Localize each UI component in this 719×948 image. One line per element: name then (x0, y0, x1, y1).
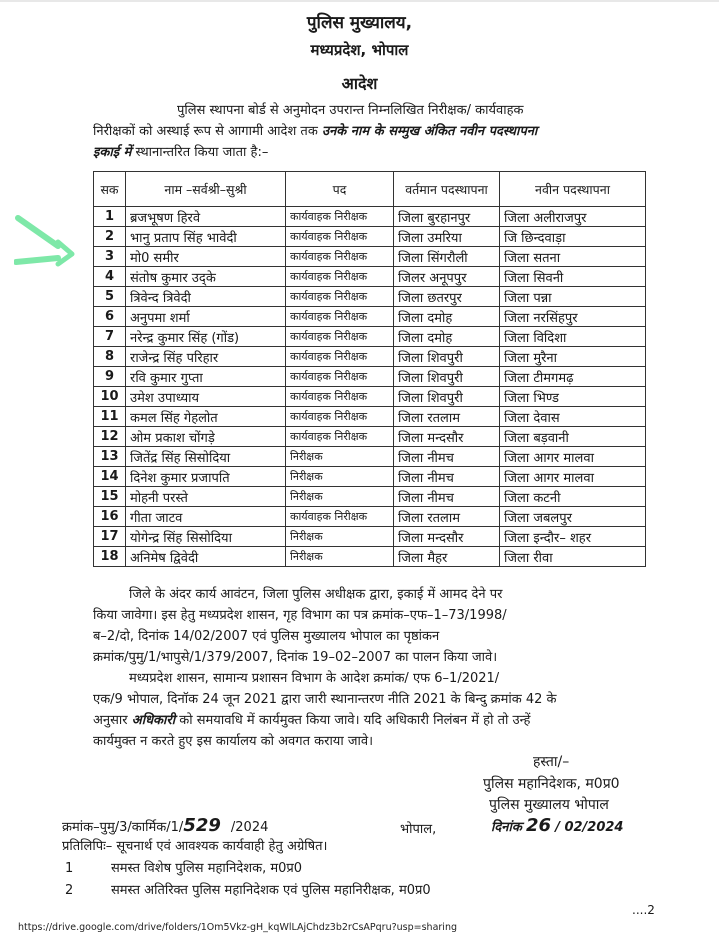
table-row (94, 307, 646, 327)
next-page-marker: ....2 (632, 903, 655, 917)
cell-new-posting: जिला जबलपुर (500, 507, 646, 527)
cell-new-posting: जिला कटनी (500, 487, 646, 507)
signature-office: पुलिस मुख्यालय भोपाल (489, 797, 609, 813)
cell-name: योगेन्द्र सिंह सिसोदिया (126, 527, 286, 547)
cell-serial: 4 (94, 267, 126, 287)
ref-date-label: दिनांक (491, 820, 522, 835)
cell-name: दिनेश कुमार प्रजापति (126, 467, 286, 487)
col-header-name: नाम –सर्वश्री–सुश्री (126, 172, 286, 207)
cell-serial: 3 (94, 247, 126, 267)
cell-serial: 13 (94, 447, 126, 467)
cell-name: गीता जाटव (126, 507, 286, 527)
cell-current-posting: जिला मन्दसौर (394, 527, 500, 547)
cell-serial: 17 (94, 527, 126, 547)
cell-new-posting: जिला इन्दौर– शहर (500, 527, 646, 547)
cell-new-posting: जिला विदिशा (500, 327, 646, 347)
cell-new-posting: जिला पन्ना (500, 287, 646, 307)
cell-current-posting: जिला छतरपुर (394, 287, 500, 307)
cell-name: रवि कुमार गुप्ता (126, 367, 286, 387)
cell-new-posting: जिला अलीराजपुर (500, 207, 646, 227)
col-header-post: पद (286, 172, 394, 207)
cell-serial: 11 (94, 407, 126, 427)
cell-current-posting: जिला शिवपुरी (394, 387, 500, 407)
body-text: अनुसार (93, 713, 132, 728)
cell-serial: 15 (94, 487, 126, 507)
table-row (94, 447, 646, 467)
cell-current-posting: जिला रतलाम (394, 507, 500, 527)
cell-new-posting: जिला सतना (500, 247, 646, 267)
cell-name: मो0 समीर (126, 247, 286, 267)
cell-current-posting: जिला बुरहानपुर (394, 207, 500, 227)
table-row (94, 527, 646, 547)
cell-serial: 5 (94, 287, 126, 307)
copy-num-2: 2 (65, 883, 74, 898)
table-row (94, 507, 646, 527)
cell-post: कार्यवाहक निरीक्षक (286, 247, 394, 267)
table-header-row (94, 172, 646, 207)
copy-label: प्रतिलिपिः– सूचनार्थ एवं आवश्यक कार्यवाही हेतु अग्रेषित। (62, 839, 328, 854)
body-p2-line-1: मध्यप्रदेश शासन, सामान्य प्रशासन विभाग के आदेश क्रमांक/ एफ 6–1/2021/ (129, 671, 500, 686)
cell-name: त्रिवेन्द त्रिवेदी (126, 287, 286, 307)
intro-emphasis-2: इकाई में (93, 145, 132, 160)
body-p1-line-2: किया जावेगा। इस हेतु मध्यप्रदेश शासन, गृह विभाग का पत्र क्रमांक–एफ–1–73/1998/ (93, 608, 507, 623)
cell-name: ब्रजभूषण हिरवे (126, 207, 286, 227)
cell-serial: 7 (94, 327, 126, 347)
cell-serial: 8 (94, 347, 126, 367)
cell-serial: 18 (94, 547, 126, 567)
cell-post: कार्यवाहक निरीक्षक (286, 267, 394, 287)
cell-current-posting: जिला नीमच (394, 447, 500, 467)
body-emphasis: अधिकारी (131, 713, 176, 728)
cell-new-posting: जिला सिवनी (500, 267, 646, 287)
cell-name: मोहनी परस्ते (126, 487, 286, 507)
table-row (94, 367, 646, 387)
cell-current-posting: जिला शिवपुरी (394, 367, 500, 387)
intro-line-2 (93, 121, 537, 142)
cell-current-posting: जिला उमरिया (394, 227, 500, 247)
cell-post: कार्यवाहक निरीक्षक (286, 387, 394, 407)
ref-number-handwritten: 529 (183, 815, 221, 836)
cell-post: निरीक्षक (286, 547, 394, 567)
cell-new-posting: जिला नरसिंहपुर (500, 307, 646, 327)
ref-place: भोपाल, (400, 822, 437, 837)
header-line-2: मध्यप्रदेश, भोपाल (310, 41, 409, 59)
cell-name: अनुपमा शर्मा (126, 307, 286, 327)
cell-name: संतोष कुमार उद्के (126, 267, 286, 287)
cell-post: कार्यवाहक निरीक्षक (286, 367, 394, 387)
intro-emphasis: उनके नाम के सम्मुख अंकित नवीन पदस्थापना (321, 124, 538, 139)
cell-post: कार्यवाहक निरीक्षक (286, 427, 394, 447)
intro-line-3 (93, 142, 268, 163)
header-line-1: पुलिस मुख्यालय, (306, 13, 413, 33)
body-p2-line-4: कार्यमुक्त न करते हुए इस कार्यालय को अवगत कराया जावे। (93, 734, 374, 749)
table-row (94, 467, 646, 487)
table-row (94, 287, 646, 307)
cell-post: निरीक्षक (286, 527, 394, 547)
ref-date (491, 815, 623, 838)
body-p1-line-3: ब–2/दो, दिनांक 14/02/2007 एवं पुलिस मुख्यालय भोपाल का पृष्ठांकन (93, 629, 440, 644)
ref-prefix: क्रमांक–पुमु/3/कार्मिक/1/ (62, 820, 184, 835)
cell-new-posting: जिला भिण्ड (500, 387, 646, 407)
cell-post: कार्यवाहक निरीक्षक (286, 407, 394, 427)
table-row (94, 327, 646, 347)
cell-current-posting: जिला सिंगरौली (394, 247, 500, 267)
cell-post: निरीक्षक (286, 487, 394, 507)
cell-new-posting: जिला बड़वानी (500, 427, 646, 447)
reference-number (62, 815, 268, 838)
cell-post: निरीक्षक (286, 447, 394, 467)
col-header-new: नवीन पदस्थापना (500, 172, 646, 207)
drive-link[interactable]: https://drive.google.com/drive/folders/1Om5Vkz-gH_kqWlLAjChdz3b2rCsAPqru?usp=sharing (18, 922, 457, 933)
cell-current-posting: जिला नीमच (394, 467, 500, 487)
table-row (94, 487, 646, 507)
cell-post: कार्यवाहक निरीक्षक (286, 347, 394, 367)
cell-serial: 2 (94, 227, 126, 247)
ref-date-handwritten: 26 (525, 815, 552, 836)
copy-text-2: समस्त अतिरिक्त पुलिस महानिदेशक एवं पुलिस महानिरीक्षक, म0प्र0 (111, 883, 431, 898)
cell-name: अनिमेष द्विवेदी (126, 547, 286, 567)
cell-current-posting: जिला नीमच (394, 487, 500, 507)
cell-post: कार्यवाहक निरीक्षक (286, 287, 394, 307)
table-row (94, 407, 646, 427)
table-row (94, 387, 646, 407)
body-p2-line-3 (93, 710, 530, 731)
cell-name: राजेन्द्र सिंह परिहार (126, 347, 286, 367)
cell-new-posting: जिला देवास (500, 407, 646, 427)
cell-serial: 14 (94, 467, 126, 487)
cell-serial: 1 (94, 207, 126, 227)
cell-post: कार्यवाहक निरीक्षक (286, 207, 394, 227)
cell-serial: 10 (94, 387, 126, 407)
cell-serial: 9 (94, 367, 126, 387)
intro-text: निरीक्षकों को अस्थाई रूप से आगामी आदेश तक (93, 124, 322, 139)
cell-name: कमल सिंह गेहलोत (126, 407, 286, 427)
table-row (94, 247, 646, 267)
table-row (94, 227, 646, 247)
top-edge (0, 0, 719, 2)
cell-current-posting: जिला दमोह (394, 327, 500, 347)
green-arrow-icon (14, 212, 76, 270)
col-header-sn: सक (94, 172, 126, 207)
ref-year: /2024 (230, 820, 269, 835)
cell-post: कार्यवाहक निरीक्षक (286, 307, 394, 327)
body-p2-line-2: एक/9 भोपाल, दिनॉक 24 जून 2021 द्वारा जारी स्थानान्तरण नीति 2021 के बिन्दु क्रमांक 42 के (93, 692, 557, 707)
cell-name: नरेन्द्र कुमार सिंह (गोंड) (126, 327, 286, 347)
intro-text-2: स्थानान्तरित किया जाता है:– (131, 145, 269, 160)
cell-serial: 12 (94, 427, 126, 447)
body-p1-line-4: क्रमांक/पुमु/1/भापुसे/1/379/2007, दिनांक 19–02–2007 का पालन किया जावे। (93, 650, 498, 665)
cell-post: कार्यवाहक निरीक्षक (286, 327, 394, 347)
cell-name: उमेश उपाध्याय (126, 387, 286, 407)
cell-post: कार्यवाहक निरीक्षक (286, 507, 394, 527)
cell-current-posting: जिलर अनूपपुर (394, 267, 500, 287)
cell-new-posting: जिला रीवा (500, 547, 646, 567)
cell-current-posting: जिला रतलाम (394, 407, 500, 427)
copy-num-1: 1 (65, 861, 74, 876)
signature-mark: हस्ता/– (533, 754, 570, 770)
table-row (94, 347, 646, 367)
cell-new-posting: जि छिन्दवाड़ा (500, 227, 646, 247)
body-text-2: को समयावधि में कार्यमुक्त किया जावे। यदि अधिकारी निलंबन में हो तो उन्हें (175, 713, 531, 728)
cell-serial: 16 (94, 507, 126, 527)
intro-line-1: पुलिस स्थापना बोर्ड से अनुमोदन उपरान्त निम्नलिखित निरीक्षक/ कार्यवाहक (177, 103, 524, 118)
ref-date-rest: / 02/2024 (555, 820, 624, 835)
copy-text-1: समस्त विशेष पुलिस महानिदेशक, म0प्र0 (111, 861, 303, 876)
cell-post: कार्यवाहक निरीक्षक (286, 227, 394, 247)
cell-current-posting: जिला दमोह (394, 307, 500, 327)
cell-current-posting: जिला मन्दसौर (394, 427, 500, 447)
cell-current-posting: जिला शिवपुरी (394, 347, 500, 367)
cell-name: ओम प्रकाश चोंगड़े (126, 427, 286, 447)
table-row (94, 207, 646, 227)
cell-serial: 6 (94, 307, 126, 327)
cell-new-posting: जिला टीमगमढ़ (500, 367, 646, 387)
table-body (94, 207, 646, 567)
table-row (94, 267, 646, 287)
cell-new-posting: जिला मुरैना (500, 347, 646, 367)
cell-new-posting: जिला आगर मालवा (500, 447, 646, 467)
body-p1-line-1: जिले के अंदर कार्य आवंटन, जिला पुलिस अधीक्षक द्वारा, इकाई में आमद देने पर (129, 587, 503, 602)
cell-current-posting: जिला मैहर (394, 547, 500, 567)
cell-name: जितेंद्र सिंह सिसोदिया (126, 447, 286, 467)
transfer-table (93, 171, 646, 567)
cell-new-posting: जिला आगर मालवा (500, 467, 646, 487)
signature-designation: पुलिस महानिदेशक, म0प्र0 (483, 776, 620, 792)
cell-name: भानु प्रताप सिंह भावेदी (126, 227, 286, 247)
table-row (94, 427, 646, 447)
order-title: आदेश (341, 74, 378, 93)
table-row (94, 547, 646, 567)
cell-post: निरीक्षक (286, 467, 394, 487)
col-header-current: वर्तमान पदस्थापना (394, 172, 500, 207)
